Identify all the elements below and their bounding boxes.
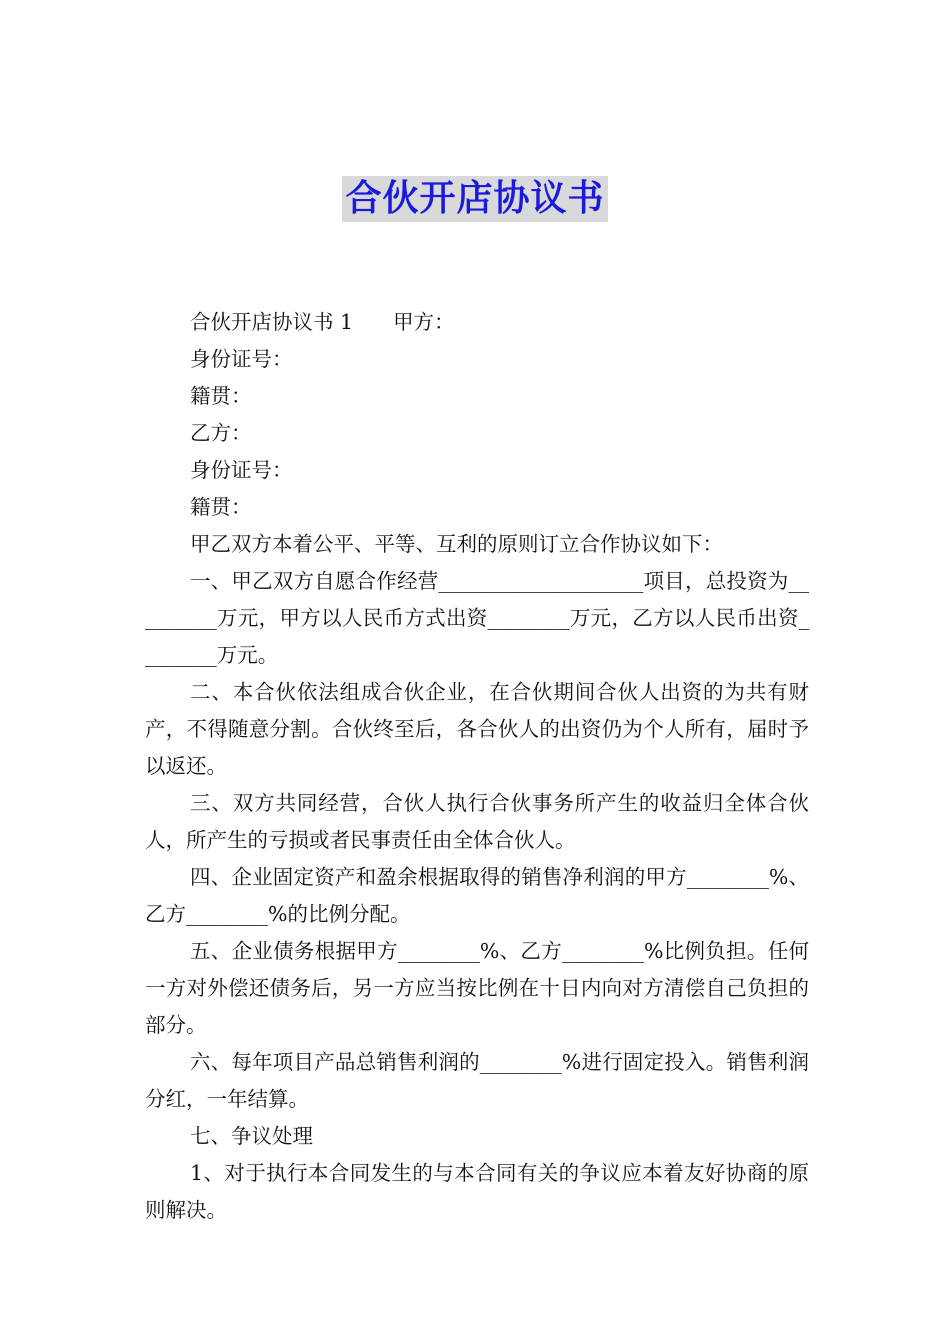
document-title: 合伙开店协议书: [342, 176, 607, 222]
document-body: [145, 304, 809, 1229]
paragraph: 1、对于执行本合同发生的与本合同有关的争议应本着友好协商的原则解决。: [145, 1161, 809, 1222]
paragraph: 乙方：: [190, 421, 252, 445]
paragraph: 二、本合伙依法组成合伙企业，在合伙期间合伙人出资的为共有财产，不得随意分割。合伙终至后，各合伙人的出资仍为个人所有，届时予以返还。: [145, 680, 809, 778]
paragraph: 籍贯：: [190, 495, 252, 519]
paragraph: 七、争议处理: [190, 1124, 313, 1148]
paragraph: 四、企业固定资产和盈余根据取得的销售净利润的甲方________%、乙方________%的比例分配。: [145, 865, 809, 926]
paragraph: 三、双方共同经营，合伙人执行合伙事务所产生的收益归全体合伙人，所产生的亏损或者民事责任由全体合伙人。: [145, 791, 809, 852]
paragraph: 籍贯：: [190, 384, 252, 408]
paragraph: 五、企业债务根据甲方________%、乙方________%比例负担。任何一方对外偿还债务后，另一方应当按比例在十日内向对方清偿自己负担的部分。: [145, 939, 809, 1037]
paragraph: 身份证号：: [190, 347, 293, 371]
paragraph: 身份证号：: [190, 458, 293, 482]
party-a-label: 甲方：: [393, 310, 455, 334]
paragraph: 甲乙双方本着公平、平等、互利的原则订立合作协议如下：: [190, 532, 723, 556]
paragraph: 一、甲乙双方自愿合作经营____________________项目，总投资为_________万元，甲方以人民币方式出资________万元，乙方以人民币出资________万元。: [145, 569, 809, 667]
paragraph: 六、每年项目产品总销售利润的________%进行固定投入。销售利润分红，一年结算。: [145, 1050, 809, 1111]
intro-label: 合伙开店协议书 1: [190, 310, 354, 334]
intro-line: [145, 304, 809, 341]
title-container: [0, 176, 950, 222]
